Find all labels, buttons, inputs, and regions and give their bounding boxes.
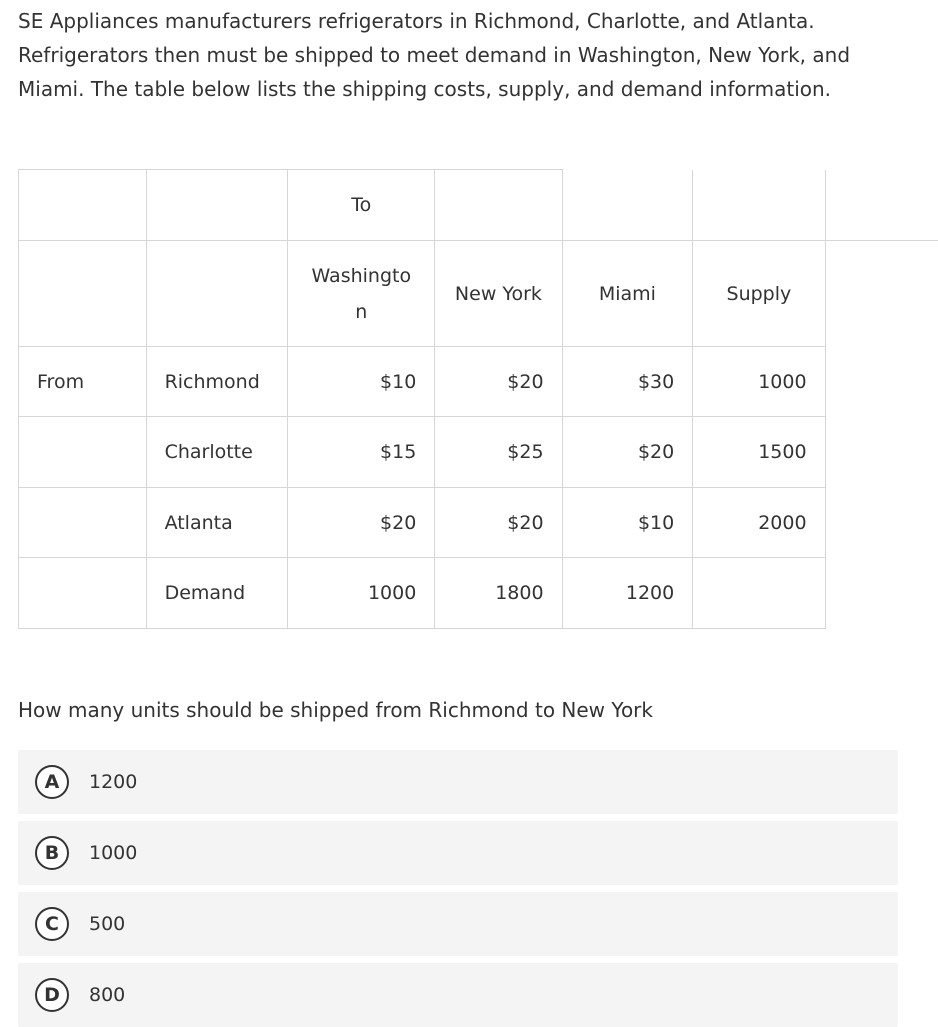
table-row-demand [19, 558, 938, 629]
answer-option-c[interactable] [18, 892, 898, 956]
cost-cell: $30 [562, 347, 693, 417]
option-letter-badge: A [35, 765, 69, 799]
demand-cell: 1200 [562, 558, 693, 629]
cost-cell: $15 [288, 417, 435, 488]
origin-name: Charlotte [146, 417, 288, 488]
answer-option-d[interactable] [18, 963, 898, 1027]
option-letter-badge: B [35, 836, 69, 870]
origin-name: Atlanta [146, 488, 288, 558]
header-miami: Miami [562, 241, 693, 347]
intro-line-3: Miami. The table below lists the shipping costs, supply, and demand information. [18, 72, 918, 106]
option-letter-badge: C [35, 907, 69, 941]
header-supply: Supply [693, 241, 825, 347]
answer-option-b[interactable] [18, 821, 898, 885]
cost-cell: $10 [288, 347, 435, 417]
option-letter-badge: D [35, 978, 69, 1012]
demand-cell: 1000 [288, 558, 435, 629]
cost-cell: $20 [435, 347, 562, 417]
option-text: 500 [89, 913, 125, 935]
question-text: How many units should be shipped from Richmond to New York [18, 698, 653, 722]
table-row [19, 488, 938, 558]
cost-cell: $20 [435, 488, 562, 558]
answer-option-a[interactable] [18, 750, 898, 814]
to-label: To [288, 170, 435, 241]
option-text: 800 [89, 984, 125, 1006]
from-label: From [19, 347, 147, 417]
cost-cell: $20 [288, 488, 435, 558]
option-text: 1000 [89, 842, 137, 864]
supply-cell: 1500 [693, 417, 825, 488]
supply-cell: 2000 [693, 488, 825, 558]
header-washington: Washington [288, 241, 435, 347]
supply-cell: 1000 [693, 347, 825, 417]
intro-line-2: Refrigerators then must be shipped to meet demand in Washington, New York, and [18, 38, 918, 72]
table-row-to [19, 170, 938, 241]
intro-line-1: SE Appliances manufacturers refrigerators in Richmond, Charlotte, and Atlanta. [18, 4, 918, 38]
cost-cell: $20 [562, 417, 693, 488]
table-row [19, 417, 938, 488]
problem-statement [18, 4, 918, 106]
option-text: 1200 [89, 771, 137, 793]
table-row-headers [19, 241, 938, 347]
demand-label: Demand [146, 558, 288, 629]
table-row [19, 347, 938, 417]
cost-cell: $25 [435, 417, 562, 488]
origin-name: Richmond [146, 347, 288, 417]
cost-cell: $10 [562, 488, 693, 558]
demand-cell: 1800 [435, 558, 562, 629]
header-new-york: New York [435, 241, 562, 347]
shipping-table [18, 169, 938, 629]
